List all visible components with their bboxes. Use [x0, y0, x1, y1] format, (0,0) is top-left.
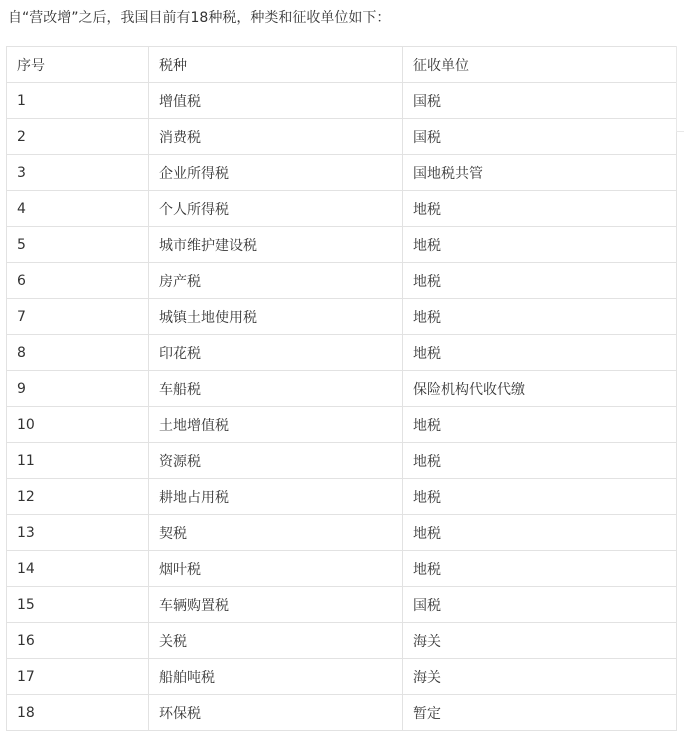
cell-collecting-authority: 国税: [403, 587, 677, 623]
tax-table-container: [6, 46, 676, 731]
cell-tax-type: 印花税: [149, 335, 403, 371]
table-row: [7, 371, 677, 407]
cell-tax-type: 消费税: [149, 119, 403, 155]
cell-serial-number: 2: [7, 119, 149, 155]
cell-collecting-authority: 地税: [403, 299, 677, 335]
table-row: [7, 587, 677, 623]
cell-collecting-authority: 国税: [403, 83, 677, 119]
table-row: [7, 227, 677, 263]
table-row: [7, 83, 677, 119]
cell-serial-number: 17: [7, 659, 149, 695]
cell-collecting-authority: 地税: [403, 335, 677, 371]
table-row: [7, 155, 677, 191]
cell-tax-type: 烟叶税: [149, 551, 403, 587]
cell-serial-number: 3: [7, 155, 149, 191]
table-row: [7, 263, 677, 299]
tax-table: [6, 46, 677, 731]
table-row: [7, 299, 677, 335]
cell-serial-number: 13: [7, 515, 149, 551]
cell-serial-number: 9: [7, 371, 149, 407]
cell-tax-type: 契税: [149, 515, 403, 551]
cell-tax-type: 关税: [149, 623, 403, 659]
table-row: [7, 515, 677, 551]
table-row: [7, 479, 677, 515]
cell-tax-type: 增值税: [149, 83, 403, 119]
cell-collecting-authority: 地税: [403, 479, 677, 515]
cell-tax-type: 房产税: [149, 263, 403, 299]
cell-serial-number: 12: [7, 479, 149, 515]
cell-serial-number: 8: [7, 335, 149, 371]
cell-serial-number: 15: [7, 587, 149, 623]
cell-serial-number: 4: [7, 191, 149, 227]
table-row: [7, 659, 677, 695]
cell-tax-type: 耕地占用税: [149, 479, 403, 515]
table-row: [7, 623, 677, 659]
table-header-row: [7, 47, 677, 83]
table-row: [7, 191, 677, 227]
table-row: [7, 119, 677, 155]
cell-serial-number: 7: [7, 299, 149, 335]
cell-tax-type: 企业所得税: [149, 155, 403, 191]
cell-collecting-authority: 地税: [403, 263, 677, 299]
table-row: [7, 551, 677, 587]
cell-collecting-authority: 地税: [403, 443, 677, 479]
cell-collecting-authority: 地税: [403, 551, 677, 587]
cell-serial-number: 6: [7, 263, 149, 299]
cell-serial-number: 11: [7, 443, 149, 479]
cell-tax-type: 车辆购置税: [149, 587, 403, 623]
header-serial-number: 序号: [7, 47, 149, 83]
cell-tax-type: 环保税: [149, 695, 403, 731]
cell-serial-number: 16: [7, 623, 149, 659]
table-row: [7, 695, 677, 731]
cell-serial-number: 1: [7, 83, 149, 119]
intro-text: 自“营改增”之后，我国目前有18种税，种类和征收单位如下：: [8, 10, 391, 26]
cell-collecting-authority: 海关: [403, 659, 677, 695]
table-header: [7, 47, 677, 83]
header-tax-type: 税种: [149, 47, 403, 83]
cell-tax-type: 城镇土地使用税: [149, 299, 403, 335]
cell-tax-type: 资源税: [149, 443, 403, 479]
cell-collecting-authority: 地税: [403, 191, 677, 227]
cell-collecting-authority: 海关: [403, 623, 677, 659]
cell-collecting-authority: 国地税共管: [403, 155, 677, 191]
scrollbar-track[interactable]: [676, 46, 684, 132]
cell-collecting-authority: 地税: [403, 227, 677, 263]
cell-collecting-authority: 保险机构代收代缴: [403, 371, 677, 407]
cell-collecting-authority: 地税: [403, 515, 677, 551]
header-collecting-authority: 征收单位: [403, 47, 677, 83]
cell-serial-number: 5: [7, 227, 149, 263]
table-row: [7, 407, 677, 443]
cell-tax-type: 船舶吨税: [149, 659, 403, 695]
cell-collecting-authority: 地税: [403, 407, 677, 443]
cell-collecting-authority: 暂定: [403, 695, 677, 731]
cell-tax-type: 土地增值税: [149, 407, 403, 443]
cell-tax-type: 城市维护建设税: [149, 227, 403, 263]
table-body: [7, 83, 677, 731]
table-row: [7, 443, 677, 479]
table-row: [7, 335, 677, 371]
cell-tax-type: 车船税: [149, 371, 403, 407]
cell-serial-number: 14: [7, 551, 149, 587]
cell-collecting-authority: 国税: [403, 119, 677, 155]
cell-serial-number: 18: [7, 695, 149, 731]
cell-serial-number: 10: [7, 407, 149, 443]
cell-tax-type: 个人所得税: [149, 191, 403, 227]
